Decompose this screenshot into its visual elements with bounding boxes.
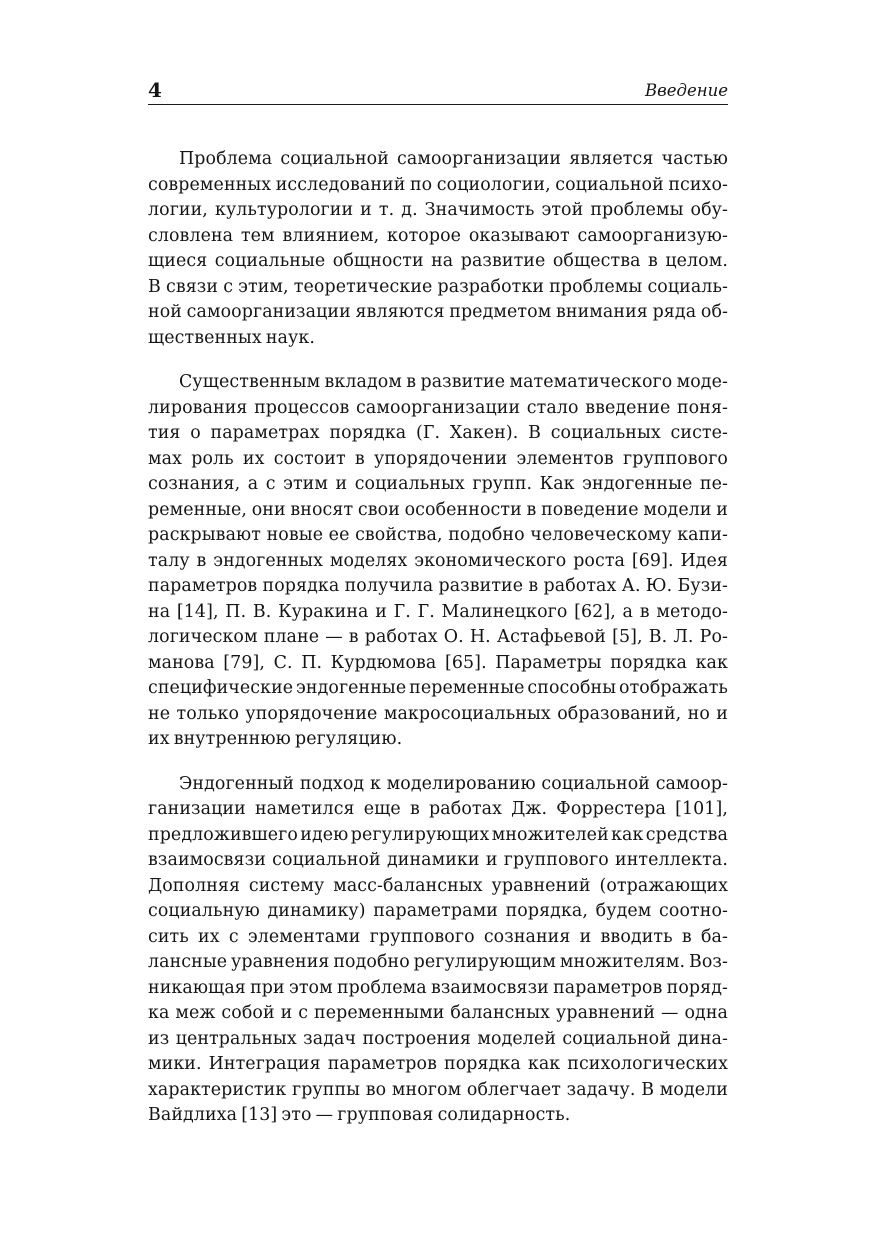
text-line: мики. Интеграция параметров порядка как психологических [148, 1054, 728, 1074]
text-line: Эндогенный подход к моделированию социальной самоор- [179, 773, 728, 794]
text-line: лансные уравнения подобно регулирующим множителям. Воз- [148, 952, 728, 972]
text-line: сознания, а с этим и социальных групп. Как эндогенные пе- [148, 474, 728, 494]
text-line: специфические эндогенные переменные способны отображать [148, 678, 728, 698]
text-line: логии, культурологии и т. д. Значимость этой проблемы обу- [148, 200, 728, 220]
text-line: на [14], П. В. Куракина и Г. Г. Малинецкого [62], а в методо- [148, 601, 728, 622]
text-line: предложившего идею регулирующих множителей как средства [148, 824, 728, 845]
text-line: никающая при этом проблема взаимосвязи параметров поряд- [148, 977, 728, 998]
text-line: ганизации наметился еще в работах Дж. Форрестера [101], [148, 799, 728, 819]
text-line: Существенным вкладом в развитие математического моде- [179, 372, 728, 392]
text-line: характеристик группы во многом облегчает задачу. В модели [148, 1079, 728, 1100]
paragraph-1 [148, 147, 728, 351]
text-line: талу в эндогенных моделях экономического роста [69]. Идея [148, 550, 728, 571]
text-line: сить их с элементами группового сознания и вводить в ба- [148, 926, 728, 947]
text-line: из центральных задач построения моделей социальной дина- [148, 1028, 728, 1049]
page-number: 4 [148, 78, 162, 102]
text-line: логическом плане — в работах О. Н. Астафьевой [5], В. Л. Ро- [148, 627, 728, 647]
paragraph-2 [148, 370, 728, 753]
text-line: Дополняя систему масс-балансных уравнений (отражающих [148, 875, 728, 896]
text-line: В связи с этим, теоретические разработки проблемы социаль- [148, 276, 728, 297]
text-line: раскрывают новые ее свойства, подобно человеческому капи- [148, 525, 728, 545]
text-line: мах роль их состоит в упорядочении элементов группового [148, 448, 728, 469]
text-line: Вайдлиха [13] это — групповая солидарность. [148, 1105, 571, 1125]
running-title: Введение [645, 81, 728, 100]
text-line: словлена тем влиянием, которое оказывают самоорганизую- [148, 225, 728, 246]
text-line: параметров порядка получила развитие в работах А. Ю. Бузи- [148, 576, 728, 596]
text-line: их внутреннюю регуляцию. [148, 729, 403, 749]
text-line: ка меж собой и с переменными балансных уравнений — одна [148, 1003, 728, 1023]
text-line: щиеся социальные общности на развитие общества в целом. [148, 251, 728, 271]
text-line: щественных наук. [148, 327, 315, 348]
text-line: лирования процессов самоорганизации стало введение поня- [148, 397, 728, 418]
text-line: ременные, они вносят свои особенности в поведение модели и [148, 499, 728, 520]
text-line: не только упорядочение макросоциальных образований, но и [148, 703, 728, 724]
page-header [148, 78, 728, 105]
text-line: манова [79], С. П. Курдюмова [65]. Параметры порядка как [148, 652, 728, 673]
text-line: современных исследований по социологии, социальной психо- [148, 174, 728, 195]
text-line: взаимосвязи социальной динамики и группового интеллекта. [148, 850, 728, 870]
text-line: Проблема социальной самоорганизации является частью [179, 149, 728, 169]
text-line: социальную динамику) параметрами порядка, будем соотно- [148, 901, 728, 921]
body-text [148, 147, 728, 1129]
text-line: ной самоорганизации являются предметом внимания ряда об- [148, 302, 728, 322]
paragraph-3 [148, 772, 728, 1129]
text-line: тия о параметрах порядка (Г. Хакен). В социальных систе- [148, 423, 728, 443]
